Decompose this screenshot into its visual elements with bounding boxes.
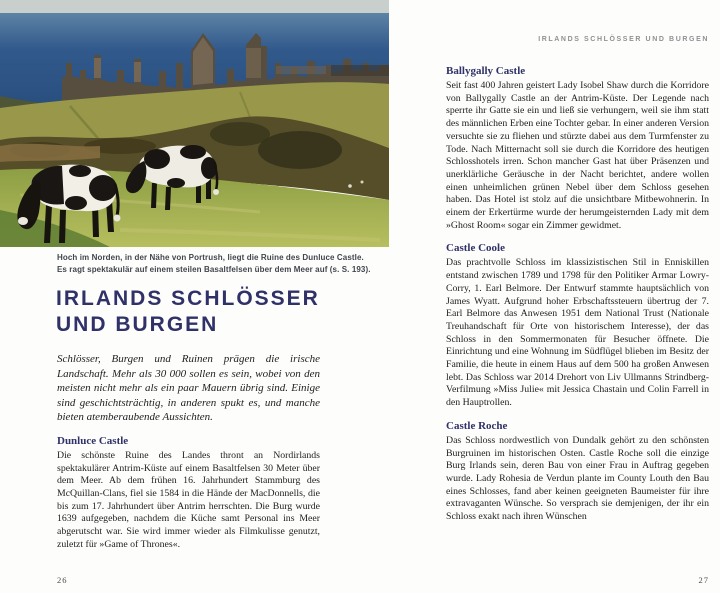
section-body: Seit fast 400 Jahren geistert Lady Isobel Shaw durch die Korridore von Ballygally Castle an der Antrim-Küste. Der Legende nach sperrte ihr Gatte sie ein und ließ sie verhungern, weil sie ihm statt des männlichen Erben eine Tochter gebar. In einer anderen Version versuchte sie zu fliehen und stürzte dabei aus dem Turmfenster zu Tode. Nach Mitternacht soll sie durch die Korridore des heutigen Schlosshotels irren. Schon mancher Gast hat über Präsenzen und unerklärliche Geräusche in der Nacht berichtet, andere wollen einen unheimlichen grünen Nebel über dem Schloss gesehen haben. Das Hotel ist stolz auf die unsichtbare Mitbewohnerin. In einem der Erkertürme wurde der herumgeisternden Lady mit dem »Ghost Room« sogar ein Zimmer gewidmet. [446,80,709,231]
section-heading: Dunluce Castle [57,434,129,447]
chapter-intro: Schlösser, Burgen und Ruinen prägen die irische Landschaft. Mehr als 30 000 sollen es sein, wobei von den meisten nicht mehr als ein paar Mauern übrig sind. Einige sind geschichtsträchtig, in anderen spukt es, und manche bieten atemberaubende Aussichten. [57,353,320,424]
section-castle-coole [446,241,709,409]
photo-caption [57,252,377,276]
castle-photo-illustration [0,0,389,247]
photo-caption-line-1: Hoch im Norden, in der Nähe von Portrush, liegt die Ruine des Dunluce Castle. [57,253,364,262]
left-text-column [57,352,320,552]
section-body: Das prachtvolle Schloss im klassizistischen Stil in Enniskillen entstand zwischen 1789 und 1798 für den Politiker Armar Lowry-Corry, 1. Earl Belmore. Der Entwurf stammte hauptsächlich von James Wyatt. Aufgrund hoher Erbschaftssteuern übertrug der 7. Earl Belmore das Anwesen 1951 dem National Trust (Nationale Treuhandschaft für Orte von historischem Interesse), der das Schloss in den Sommermonaten für Besucher öffnete. Die Einrichtung und eine Wohnung im Südflügel blieben im Besitz der Familie, die heute in einem Haus auf dem 500 ha großen Anwesen lebt. Das Schloss war 2014 Drehort von Liv Ullmanns Strindberg-Verfilmung »Miss Julie« mit Jessica Chastain und Colin Farrell in den Hauptrollen. [446,257,709,409]
section-heading: Castle Roche [446,419,508,432]
chapter-title-line-1: IRLANDS SCHLÖSSER [56,287,320,310]
chapter-title-line-2: UND BURGEN [56,313,219,336]
running-header: IRLANDS SCHLÖSSER UND BURGEN [538,36,709,43]
photo-caption-line-2: Es ragt spektakulär auf einem steilen Basaltfelsen über dem Meer auf (s. S. 193). [57,265,371,274]
castle-photo [0,0,389,247]
right-text-column [446,64,709,524]
section-body: Das Schloss nordwestlich von Dundalk gehört zu den schönsten Burgruinen im historischen Osten. Castle Roche soll die einzige Burg Irlands sein, deren Bau von einer Frau in Auftrag gegeben wurde. Lady Rohesia de Verdun plante im County Louth den Bau eines Schlosses, fand aber keinen geeigneten Baumeister für ihre extravaganten Wünsche. So versprach sie demjenigen, der ihr ein Schloss exakt nach ihren Wünschen [446,434,709,523]
page-number-right: 27 [698,575,709,585]
section-body: Die schönste Ruine des Landes thront an Nordirlands spektakulärer Antrim-Küste auf einem Basaltfelsen 30 Meter über dem Meer. Ab dem frühen 16. Jahrhundert Stammburg des McQuillan-Clans, fiel sie 1584 in die Hände der MacDonnells, die bis zum 17. Jahrhundert über Antrim herrschten. Die Burg wurde 1639 aufgegeben, nachdem die Küche samt Personal ins Meer abgerutscht war. Sie wird immer wieder als Filmkulisse genutzt, zuletzt für »Game of Thrones«. [57,449,320,550]
section-ballygally-castle [446,64,709,232]
page-number-left: 26 [57,575,68,585]
section-heading: Castle Coole [446,242,505,255]
section-castle-roche [446,419,709,524]
chapter-title [56,286,386,338]
section-heading: Ballygally Castle [446,65,526,77]
section-dunluce-castle [57,434,320,552]
